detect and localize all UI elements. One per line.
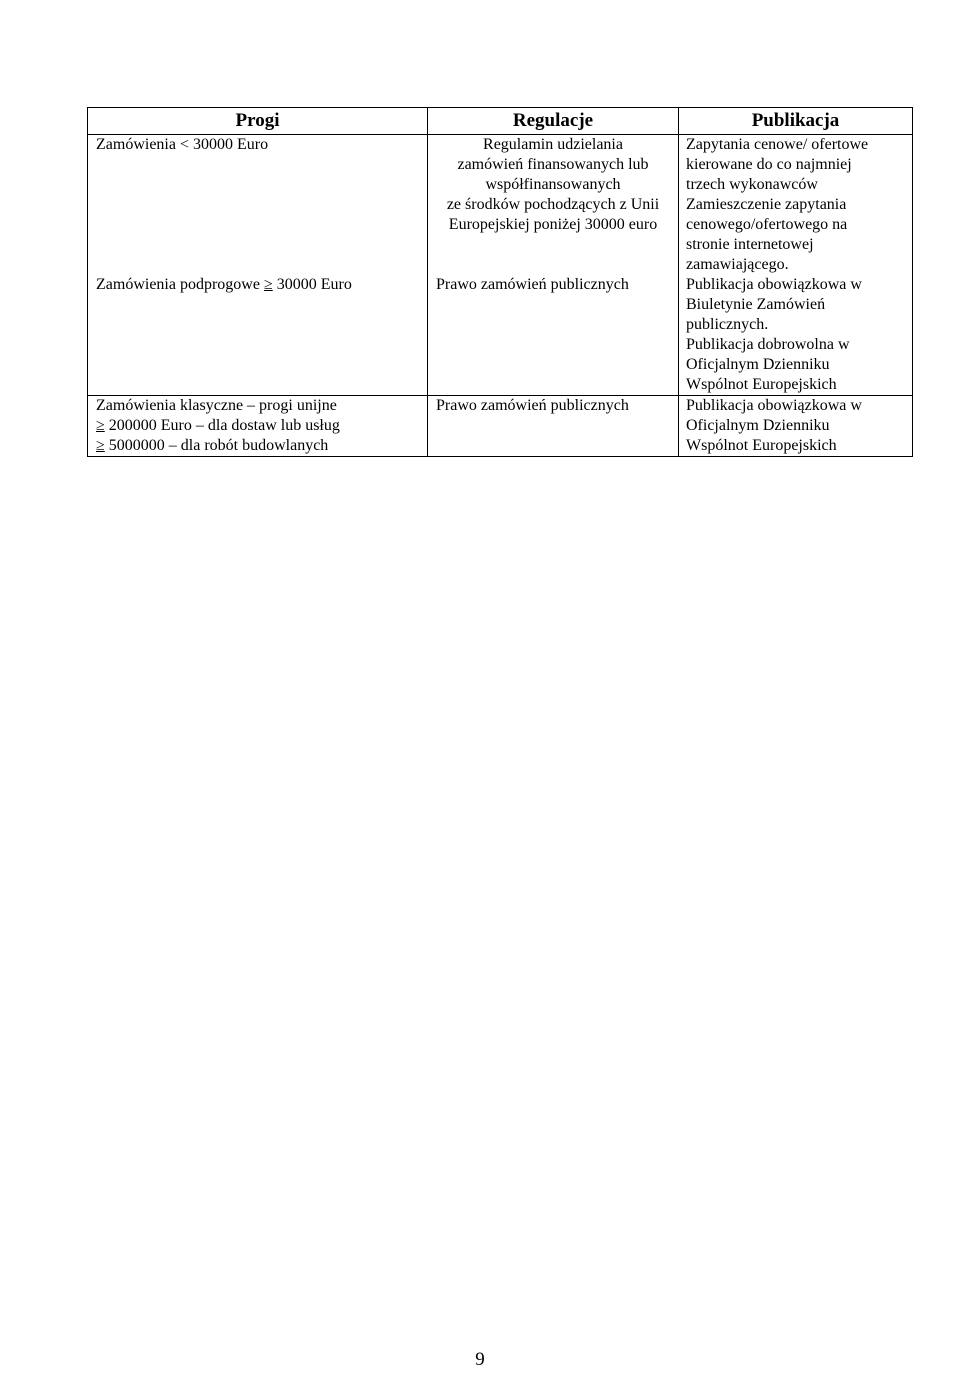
cell-text-line: Zamówienia klasyczne – progi unijne xyxy=(96,397,337,414)
cell-text-line xyxy=(96,436,427,456)
cell-text-line: Prawo zamówień publicznych xyxy=(436,276,629,293)
cell-text-line: Biuletynie Zamówień xyxy=(686,296,826,313)
cell-text-line: kierowane do co najmniej xyxy=(686,156,852,173)
cell-text-line: zamówień finansowanych lub xyxy=(457,156,649,173)
progi-suffix: 30000 Euro xyxy=(272,276,352,293)
cell-publikacja xyxy=(679,396,913,457)
progi-line2: 200000 Euro – dla dostaw lub usług xyxy=(104,417,340,434)
cell-text-line: współfinansowanych xyxy=(485,176,621,193)
cell-progi xyxy=(88,135,428,276)
cell-text-line: Zamówienia < 30000 Euro xyxy=(96,136,269,153)
cell-text-line xyxy=(96,416,427,436)
cell-regulacje xyxy=(428,275,679,396)
cell-progi xyxy=(88,275,428,396)
cell-text-line: ze środków pochodzących z Unii xyxy=(446,196,660,213)
table-row xyxy=(88,135,913,276)
greater-equal-symbol: ≥ xyxy=(96,417,105,434)
greater-equal-symbol: ≥ xyxy=(263,276,273,293)
cell-text-line: stronie internetowej xyxy=(686,236,814,253)
cell-progi xyxy=(88,396,428,457)
progi-line3: 5000000 – dla robót budowlanych xyxy=(104,437,329,454)
table-row xyxy=(88,275,913,396)
cell-text-line: Publikacja obowiązkowa w xyxy=(686,397,862,414)
cell-text-line: Wspólnot Europejskich xyxy=(686,376,837,393)
cell-text-line xyxy=(96,275,427,295)
cell-text-line: Zamieszczenie zapytania xyxy=(686,196,847,213)
table-row xyxy=(88,396,913,457)
progi-prefix: Zamówienia podprogowe xyxy=(96,276,264,293)
cell-publikacja xyxy=(679,135,913,276)
procurement-thresholds-table xyxy=(87,107,913,457)
cell-text-line: Publikacja obowiązkowa w xyxy=(686,276,862,293)
cell-regulacje xyxy=(428,396,679,457)
cell-text-line: Regulamin udzielania xyxy=(483,136,623,153)
greater-equal-symbol: ≥ xyxy=(96,437,105,454)
cell-text-line: cenowego/ofertowego na xyxy=(686,216,848,233)
cell-text-line: Oficjalnym Dzienniku xyxy=(686,417,830,434)
cell-text-line: Europejskiej poniżej 30000 euro xyxy=(448,216,658,233)
cell-text-line: trzech wykonawców xyxy=(686,176,818,193)
table-header-row xyxy=(88,108,913,135)
cell-text-line: Wspólnot Europejskich xyxy=(686,437,837,454)
header-publikacja: Publikacja xyxy=(679,108,913,135)
cell-text-line: Publikacja dobrowolna w xyxy=(686,336,850,353)
cell-text-line: Zapytania cenowe/ ofertowe xyxy=(686,136,869,153)
cell-text-line: publicznych. xyxy=(686,316,769,333)
cell-text-line: zamawiającego. xyxy=(686,256,789,273)
cell-text-line: Oficjalnym Dzienniku xyxy=(686,356,830,373)
cell-text-line: Prawo zamówień publicznych xyxy=(436,397,629,414)
header-progi: Progi xyxy=(88,108,428,135)
header-regulacje: Regulacje xyxy=(428,108,679,135)
page-number: 9 xyxy=(475,1349,485,1370)
cell-regulacje xyxy=(428,135,679,276)
cell-publikacja xyxy=(679,275,913,396)
